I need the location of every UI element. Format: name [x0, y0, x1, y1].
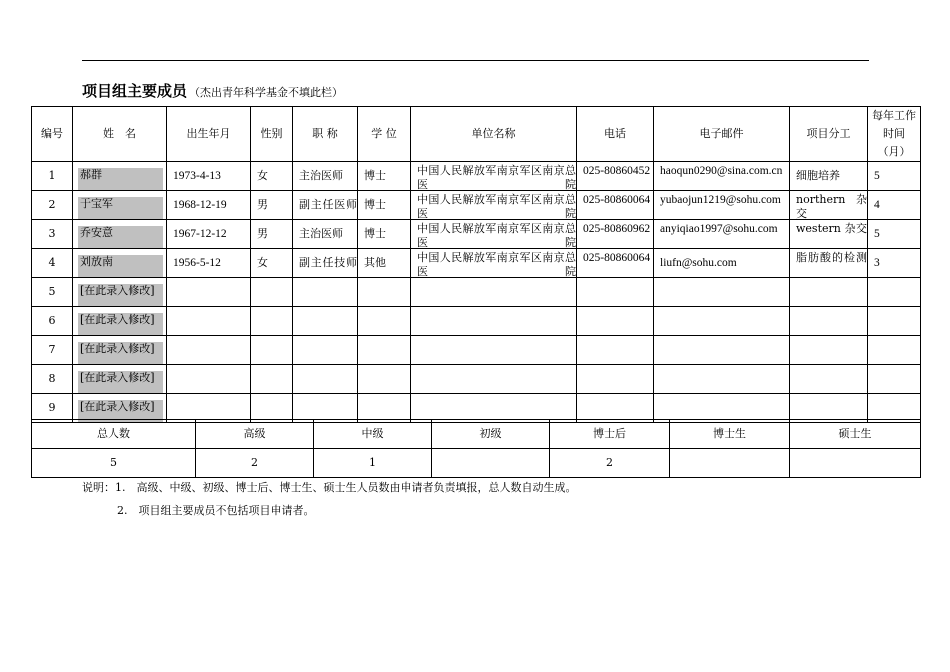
summary-value-phd[interactable] [670, 449, 790, 478]
job-title-cell[interactable] [293, 249, 358, 278]
gender-cell[interactable] [251, 191, 293, 220]
gender-cell-text [257, 394, 292, 422]
job-title-cell-text: 副主任技师 [299, 256, 357, 269]
birth-date-cell[interactable] [167, 365, 251, 394]
job-title-cell[interactable] [293, 220, 358, 249]
name-cell[interactable] [73, 336, 167, 365]
months-cell[interactable] [868, 191, 921, 220]
email-cell-text [660, 278, 789, 306]
months-cell-text [874, 365, 920, 393]
row-number-text: 6 [48, 314, 56, 327]
col-header-gender: 性别 [251, 107, 293, 162]
summary-header-middle: 中级 [314, 420, 432, 449]
organization-cell[interactable] [411, 365, 577, 394]
section-heading [82, 80, 343, 101]
birth-date-cell[interactable] [167, 307, 251, 336]
job-title-cell-text: 主治医师 [299, 227, 343, 240]
organization-cell-text: 中国人民解放军南京军区南京总医院 [417, 193, 576, 219]
degree-cell-text: 博士 [364, 169, 386, 182]
birth-date-cell-text [173, 365, 250, 393]
role-cell[interactable] [790, 365, 868, 394]
summary-value-postdoc[interactable]: 2 [550, 449, 670, 478]
role-cell-text [796, 336, 867, 364]
phone-cell-text [583, 394, 653, 422]
organization-cell-text [417, 394, 576, 422]
phone-cell-text [583, 307, 653, 335]
months-cell-text: 4 [874, 199, 880, 211]
role-cell-text [796, 307, 867, 335]
name-cell[interactable] [73, 220, 167, 249]
name-field[interactable]: [在此录入修改] [78, 371, 163, 393]
col-header-org: 单位名称 [411, 107, 577, 162]
name-cell[interactable] [73, 191, 167, 220]
email-cell[interactable] [654, 162, 790, 191]
email-cell[interactable] [654, 365, 790, 394]
name-cell[interactable] [73, 307, 167, 336]
summary-table [31, 419, 921, 478]
role-cell[interactable] [790, 307, 868, 336]
phone-cell[interactable] [577, 220, 654, 249]
note-label: 说明： [82, 481, 115, 494]
months-cell-text [874, 278, 920, 306]
birth-date-cell[interactable] [167, 249, 251, 278]
row-number [32, 365, 73, 394]
birth-date-cell[interactable] [167, 220, 251, 249]
organization-cell[interactable] [411, 191, 577, 220]
summary-header-senior: 高级 [196, 420, 314, 449]
row-number-text: 8 [48, 372, 56, 385]
job-title-cell[interactable] [293, 365, 358, 394]
name-field[interactable]: [在此录入修改] [78, 284, 163, 306]
col-header-degree: 学 位 [358, 107, 411, 162]
phone-cell-text: 025-80860064 [583, 194, 651, 206]
job-title-cell-text [299, 307, 357, 335]
email-cell[interactable] [654, 220, 790, 249]
job-title-cell-text [299, 365, 357, 393]
degree-cell-text: 博士 [364, 198, 386, 211]
summary-header-phd: 博士生 [670, 420, 790, 449]
email-cell-text: anyiqiao1997@sohu.com [660, 223, 778, 235]
organization-cell[interactable] [411, 278, 577, 307]
gender-cell-text: 男 [257, 227, 268, 240]
name-field[interactable]: 刘放南 [78, 255, 163, 277]
row-number [32, 336, 73, 365]
col-header-title: 职 称 [293, 107, 358, 162]
note-2 [117, 502, 315, 518]
members-header-row [32, 107, 921, 162]
member-row [32, 336, 921, 365]
months-cell-text [874, 394, 920, 422]
degree-cell[interactable] [358, 162, 411, 191]
organization-cell[interactable] [411, 249, 577, 278]
job-title-cell-text: 主治医师 [299, 169, 343, 182]
degree-cell-text: 其他 [364, 256, 386, 269]
gender-cell[interactable] [251, 162, 293, 191]
member-row [32, 307, 921, 336]
email-cell-text [660, 307, 789, 335]
name-cell[interactable] [73, 278, 167, 307]
name-field[interactable]: [在此录入修改] [78, 313, 163, 335]
name-cell[interactable] [73, 365, 167, 394]
phone-cell[interactable] [577, 278, 654, 307]
job-title-cell[interactable] [293, 336, 358, 365]
role-cell-text: western 杂交 [796, 222, 867, 235]
phone-cell[interactable] [577, 249, 654, 278]
organization-cell[interactable] [411, 336, 577, 365]
summary-header-master: 硕士生 [790, 420, 921, 449]
role-cell-text [796, 278, 867, 306]
member-row [32, 249, 921, 278]
gender-cell[interactable] [251, 336, 293, 365]
birth-date-cell-text [173, 278, 250, 306]
months-cell[interactable] [868, 365, 921, 394]
summary-value-row [32, 449, 921, 478]
member-row [32, 278, 921, 307]
summary-header-total: 总人数 [32, 420, 196, 449]
email-cell-text [660, 336, 789, 364]
birth-date-cell-text: 1956-5-12 [173, 257, 221, 269]
phone-cell-text: 025-80860064 [583, 252, 651, 264]
degree-cell[interactable] [358, 249, 411, 278]
organization-cell-text: 中国人民解放军南京军区南京总医院 [417, 164, 576, 190]
member-row [32, 365, 921, 394]
row-number [32, 191, 73, 220]
months-cell[interactable] [868, 307, 921, 336]
col-header-email: 电子邮件 [654, 107, 790, 162]
birth-date-cell-text: 1967-12-12 [173, 228, 227, 240]
organization-cell-text [417, 365, 576, 393]
birth-date-cell[interactable] [167, 278, 251, 307]
row-number [32, 249, 73, 278]
col-header-phone: 电话 [577, 107, 654, 162]
degree-cell-text [364, 278, 410, 306]
months-cell[interactable] [868, 336, 921, 365]
birth-date-cell-text: 1973-4-13 [173, 170, 221, 182]
phone-cell[interactable] [577, 336, 654, 365]
name-cell[interactable] [73, 162, 167, 191]
col-header-name: 姓 名 [73, 107, 167, 162]
email-cell[interactable] [654, 249, 790, 278]
col-header-months: 每年工作时间（月） [868, 107, 921, 162]
name-cell[interactable] [73, 249, 167, 278]
phone-cell-text [583, 365, 653, 393]
row-number-text: 3 [48, 227, 56, 240]
months-cell-text [874, 336, 920, 364]
summary-value-master[interactable] [790, 449, 921, 478]
phone-cell-text [583, 336, 653, 364]
row-number-text: 4 [48, 256, 56, 269]
job-title-cell-text [299, 394, 357, 422]
gender-cell-text: 男 [257, 198, 268, 211]
degree-cell[interactable] [358, 365, 411, 394]
email-cell[interactable] [654, 336, 790, 365]
job-title-cell-text: 副主任医师 [299, 198, 357, 211]
role-cell[interactable] [790, 191, 868, 220]
row-number-text: 2 [48, 198, 56, 211]
email-cell[interactable] [654, 191, 790, 220]
row-number [32, 278, 73, 307]
phone-cell[interactable] [577, 162, 654, 191]
summary-header-row [32, 420, 921, 449]
role-cell-text: 脂肪酸的检测 [796, 251, 867, 264]
months-cell[interactable] [868, 162, 921, 191]
degree-cell[interactable] [358, 307, 411, 336]
months-cell[interactable] [868, 220, 921, 249]
col-header-birth: 出生年月 [167, 107, 251, 162]
email-cell-text: haoqun0290@sina.com.cn [660, 165, 783, 177]
row-number [32, 220, 73, 249]
degree-cell-text [364, 307, 410, 335]
summary-value-junior[interactable] [432, 449, 550, 478]
organization-cell[interactable] [411, 162, 577, 191]
organization-cell-text [417, 307, 576, 335]
gender-cell-text [257, 307, 292, 335]
role-cell[interactable] [790, 249, 868, 278]
members-table [31, 106, 921, 423]
gender-cell-text: 女 [257, 256, 268, 269]
months-cell[interactable] [868, 278, 921, 307]
months-cell-text: 5 [874, 228, 880, 240]
email-cell-text: yubaojun1219@sohu.com [660, 194, 781, 206]
row-number [32, 162, 73, 191]
name-field[interactable]: 乔安意 [78, 226, 163, 248]
organization-cell-text: 中国人民解放军南京军区南京总医院 [417, 251, 576, 277]
gender-cell-text: 女 [257, 169, 268, 182]
birth-date-cell-text [173, 394, 250, 422]
gender-cell-text [257, 278, 292, 306]
summary-value-middle[interactable]: 1 [314, 449, 432, 478]
summary-value-total: 5 [32, 449, 196, 478]
email-cell-text [660, 365, 789, 393]
organization-cell-text: 中国人民解放军南京军区南京总医院 [417, 222, 576, 248]
degree-cell[interactable] [358, 278, 411, 307]
email-cell[interactable] [654, 278, 790, 307]
name-field[interactable]: 于宝军 [78, 197, 163, 219]
phone-cell-text: 025-80860452 [583, 165, 651, 177]
organization-cell[interactable] [411, 307, 577, 336]
role-cell-text: 细胞培养 [796, 169, 840, 182]
row-number-text: 1 [48, 169, 56, 182]
role-cell-text [796, 365, 867, 393]
gender-cell[interactable] [251, 278, 293, 307]
row-number-text: 5 [48, 285, 56, 298]
months-cell-text: 3 [874, 257, 880, 269]
birth-date-cell-text [173, 307, 250, 335]
birth-date-cell[interactable] [167, 336, 251, 365]
section-title: 项目组主要成员 [82, 82, 188, 100]
organization-cell[interactable] [411, 220, 577, 249]
email-cell-text: liufn@sohu.com [660, 257, 737, 269]
note-1 [82, 479, 577, 495]
degree-cell-text: 博士 [364, 227, 386, 240]
member-row [32, 220, 921, 249]
member-row [32, 162, 921, 191]
email-cell[interactable] [654, 307, 790, 336]
email-cell-text [660, 394, 789, 422]
job-title-cell-text [299, 336, 357, 364]
summary-header-postdoc: 博士后 [550, 420, 670, 449]
phone-cell[interactable] [577, 365, 654, 394]
job-title-cell[interactable] [293, 278, 358, 307]
name-field[interactable]: 郝群 [78, 168, 163, 190]
degree-cell[interactable] [358, 336, 411, 365]
gender-cell-text [257, 336, 292, 364]
summary-header-junior: 初级 [432, 420, 550, 449]
member-row [32, 191, 921, 220]
gender-cell-text [257, 365, 292, 393]
role-cell[interactable] [790, 220, 868, 249]
gender-cell[interactable] [251, 220, 293, 249]
section-subtitle: （杰出青年科学基金不填此栏） [189, 86, 344, 99]
role-cell-text: northern 杂交 [796, 193, 867, 219]
phone-cell-text: 025-80860962 [583, 223, 651, 235]
months-cell-text: 5 [874, 170, 880, 182]
row-number-text: 7 [48, 343, 56, 356]
birth-date-cell[interactable] [167, 162, 251, 191]
degree-cell[interactable] [358, 191, 411, 220]
birth-date-cell-text [173, 336, 250, 364]
job-title-cell[interactable] [293, 191, 358, 220]
degree-cell-text [364, 336, 410, 364]
phone-cell[interactable] [577, 191, 654, 220]
degree-cell-text [364, 394, 410, 422]
summary-value-senior[interactable]: 2 [196, 449, 314, 478]
header-rule [82, 60, 869, 61]
degree-cell[interactable] [358, 220, 411, 249]
job-title-cell[interactable] [293, 307, 358, 336]
role-cell[interactable] [790, 162, 868, 191]
gender-cell[interactable] [251, 249, 293, 278]
job-title-cell[interactable] [293, 162, 358, 191]
phone-cell-text [583, 278, 653, 306]
name-field[interactable]: [在此录入修改] [78, 342, 163, 364]
job-title-cell-text [299, 278, 357, 306]
degree-cell-text [364, 365, 410, 393]
months-cell[interactable] [868, 249, 921, 278]
organization-cell-text [417, 336, 576, 364]
note-item-2: 2. 项目组主要成员不包括项目申请者。 [117, 504, 315, 517]
role-cell[interactable] [790, 336, 868, 365]
col-header-no: 编号 [32, 107, 73, 162]
col-header-role: 项目分工 [790, 107, 868, 162]
birth-date-cell-text: 1968-12-19 [173, 199, 227, 211]
row-number [32, 307, 73, 336]
months-cell-text [874, 307, 920, 335]
birth-date-cell[interactable] [167, 191, 251, 220]
gender-cell[interactable] [251, 365, 293, 394]
role-cell[interactable] [790, 278, 868, 307]
note-item-1: 1. 高级、中级、初级、博士后、博士生、硕士生人员数由申请者负责填报，总人数自动生成。 [115, 481, 577, 494]
name-field[interactable]: [在此录入修改] [78, 400, 163, 422]
row-number-text: 9 [48, 401, 56, 414]
phone-cell[interactable] [577, 307, 654, 336]
role-cell-text [796, 394, 867, 422]
gender-cell[interactable] [251, 307, 293, 336]
organization-cell-text [417, 278, 576, 306]
